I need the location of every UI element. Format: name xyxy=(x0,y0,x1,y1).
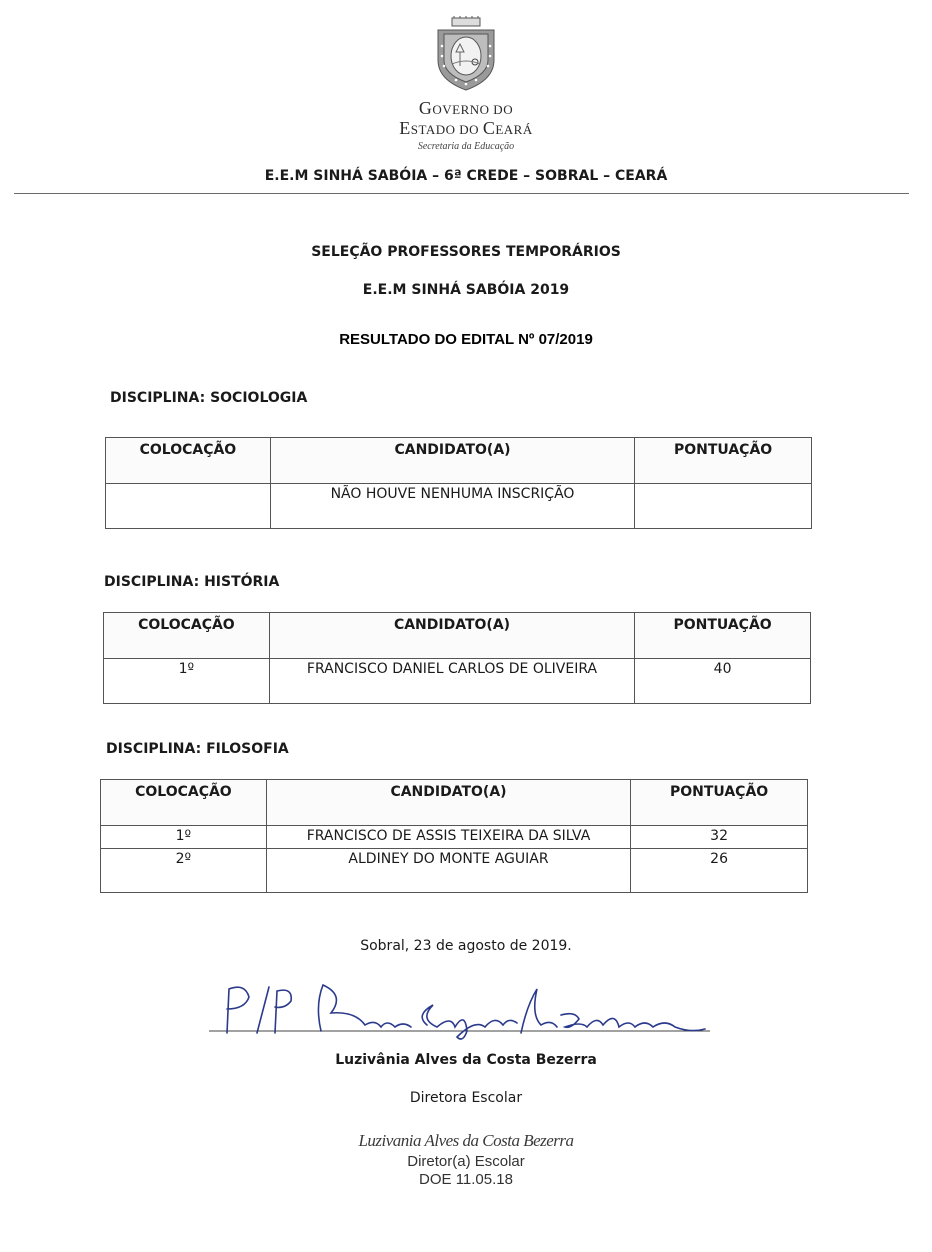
position-cell xyxy=(106,484,271,529)
column-header-pontuacao: PONTUAÇÃO xyxy=(631,780,808,826)
column-header-candidato: CANDIDATO(A) xyxy=(266,780,630,826)
school-header-line: E.E.M SINHÁ SABÓIA – 6ª CREDE – SOBRAL – CEARÁ xyxy=(264,168,668,184)
secretaria-line: Secretaria da Educação xyxy=(417,141,515,152)
column-header-pontuacao: PONTUAÇÃO xyxy=(635,438,812,484)
candidate-cell: ALDINEY DO MONTE AGUIAR xyxy=(266,849,630,893)
results-table-sociologia xyxy=(105,437,812,529)
results-table-filosofia xyxy=(100,779,808,893)
result-title: RESULTADO DO EDITAL Nº 07/2019 xyxy=(339,331,593,348)
place-date: Sobral, 23 de agosto de 2019. xyxy=(360,938,572,954)
header-divider xyxy=(14,193,909,194)
handwritten-signature xyxy=(205,975,715,1055)
candidate-cell: FRANCISCO DANIEL CARLOS DE OLIVEIRA xyxy=(269,659,634,704)
table-row xyxy=(106,484,812,529)
signer-role: Diretora Escolar xyxy=(409,1090,523,1106)
column-header-colocacao: COLOCAÇÃO xyxy=(106,438,271,484)
candidate-cell: FRANCISCO DE ASSIS TEIXEIRA DA SILVA xyxy=(266,826,630,849)
position-cell: 1º xyxy=(104,659,270,704)
state-coat-of-arms-icon xyxy=(432,16,500,92)
school-year-title: E.E.M SINHÁ SABÓIA 2019 xyxy=(362,282,570,298)
signer-name: Luzivânia Alves da Costa Bezerra xyxy=(335,1052,597,1068)
column-header-colocacao: COLOCAÇÃO xyxy=(104,613,270,659)
discipline-label-sociologia: DISCIPLINA: SOCIOLOGIA xyxy=(110,390,308,406)
score-cell xyxy=(635,484,812,529)
candidate-cell: NÃO HOUVE NENHUMA INSCRIÇÃO xyxy=(270,484,634,529)
discipline-label-filosofia: DISCIPLINA: FILOSOFIA xyxy=(106,741,289,757)
score-cell: 40 xyxy=(635,659,811,704)
selection-title: SELEÇÃO PROFESSORES TEMPORÁRIOS xyxy=(311,244,621,260)
stamp-role: Diretor(a) Escolar xyxy=(407,1153,525,1170)
column-header-candidato: CANDIDATO(A) xyxy=(270,438,634,484)
position-cell: 2º xyxy=(101,849,267,893)
stamp-name: Luzivania Alves da Costa Bezerra xyxy=(358,1131,574,1150)
position-cell: 1º xyxy=(101,826,267,849)
government-line-1: GOVERNO DO xyxy=(418,98,514,118)
discipline-label-historia: DISCIPLINA: HISTÓRIA xyxy=(104,574,280,590)
government-line-2: ESTADO DO CEARÁ xyxy=(399,118,533,138)
score-cell: 32 xyxy=(631,826,808,849)
column-header-pontuacao: PONTUAÇÃO xyxy=(635,613,811,659)
score-cell: 26 xyxy=(631,849,808,893)
table-row xyxy=(101,849,808,893)
results-table-historia xyxy=(103,612,811,704)
table-row xyxy=(101,826,808,849)
column-header-colocacao: COLOCAÇÃO xyxy=(101,780,267,826)
stamp-doe: DOE 11.05.18 xyxy=(419,1171,513,1188)
table-row xyxy=(104,659,811,704)
column-header-candidato: CANDIDATO(A) xyxy=(269,613,634,659)
